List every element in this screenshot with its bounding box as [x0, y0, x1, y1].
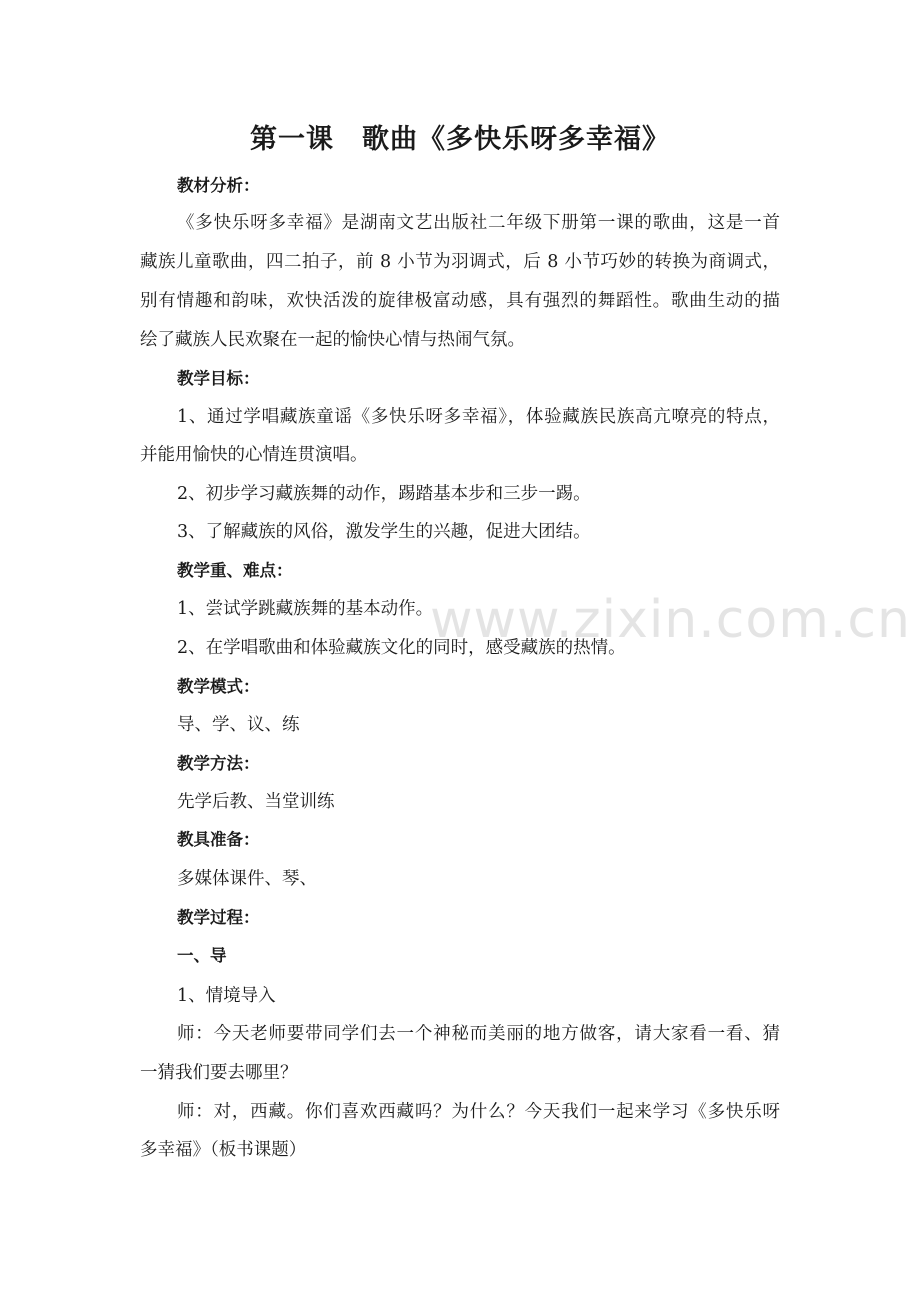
section-heading-process: 教学过程：: [177, 908, 260, 927]
process-line: 多幸福》（板书课题）: [140, 1140, 307, 1160]
section-heading-method: 教学方法：: [177, 754, 260, 773]
keypoint-line: 2、在学唱歌曲和体验藏族文化的同时，感受藏族的热情。: [177, 638, 626, 658]
keypoint-line: 1、尝试学跳藏族舞的基本动作。: [177, 599, 434, 619]
method-text: 先学后教、当堂训练: [177, 792, 335, 812]
analysis-line: 《多快乐呀多幸福》是湖南文艺出版社二年级下册第一课的歌曲，这是一首: [177, 213, 780, 233]
process-item: 1、情境导入: [177, 986, 276, 1006]
section-heading-analysis: 教材分析：: [177, 176, 260, 195]
process-subheading: 一、导: [177, 946, 227, 965]
analysis-line: 藏族儿童歌曲，四二拍子，前 8 小节为羽调式，后 8 小节巧妙的转换为商调式，: [140, 252, 780, 272]
page-title: 第一课 歌曲《多快乐呀多幸福》: [250, 124, 670, 155]
goal-line: 2、初步学习藏族舞的动作，踢踏基本步和三步一踢。: [177, 484, 591, 504]
analysis-line: 绘了藏族人民欢聚在一起的愉快心情与热闹气氛。: [140, 330, 525, 350]
section-heading-keypoints: 教学重、难点：: [177, 561, 293, 580]
goal-line: 3、了解藏族的风俗，激发学生的兴趣，促进大团结。: [177, 522, 591, 542]
process-line: 一猜我们要去哪里？: [140, 1063, 298, 1083]
goal-line: 1、通过学唱藏族童谣《多快乐呀多幸福》，体验藏族民族高亢嘹亮的特点，: [177, 407, 780, 427]
watermark: www.zixin.com.cn: [430, 590, 911, 650]
tools-text: 多媒体课件、琴、: [177, 869, 317, 889]
analysis-line: 别有情趣和韵味，欢快活泼的旋律极富动感，具有强烈的舞蹈性。歌曲生动的描: [140, 291, 780, 311]
process-line: 师：今天老师要带同学们去一个神秘而美丽的地方做客，请大家看一看、猜: [177, 1024, 780, 1044]
section-heading-tools: 教具准备：: [177, 830, 260, 849]
process-line: 师：对，西藏。你们喜欢西藏吗？为什么？今天我们一起来学习《多快乐呀: [177, 1102, 780, 1122]
section-heading-mode: 教学模式：: [177, 677, 260, 696]
goal-line: 并能用愉快的心情连贯演唱。: [140, 445, 368, 465]
mode-text: 导、学、议、练: [177, 715, 300, 735]
section-heading-goals: 教学目标：: [177, 369, 260, 388]
